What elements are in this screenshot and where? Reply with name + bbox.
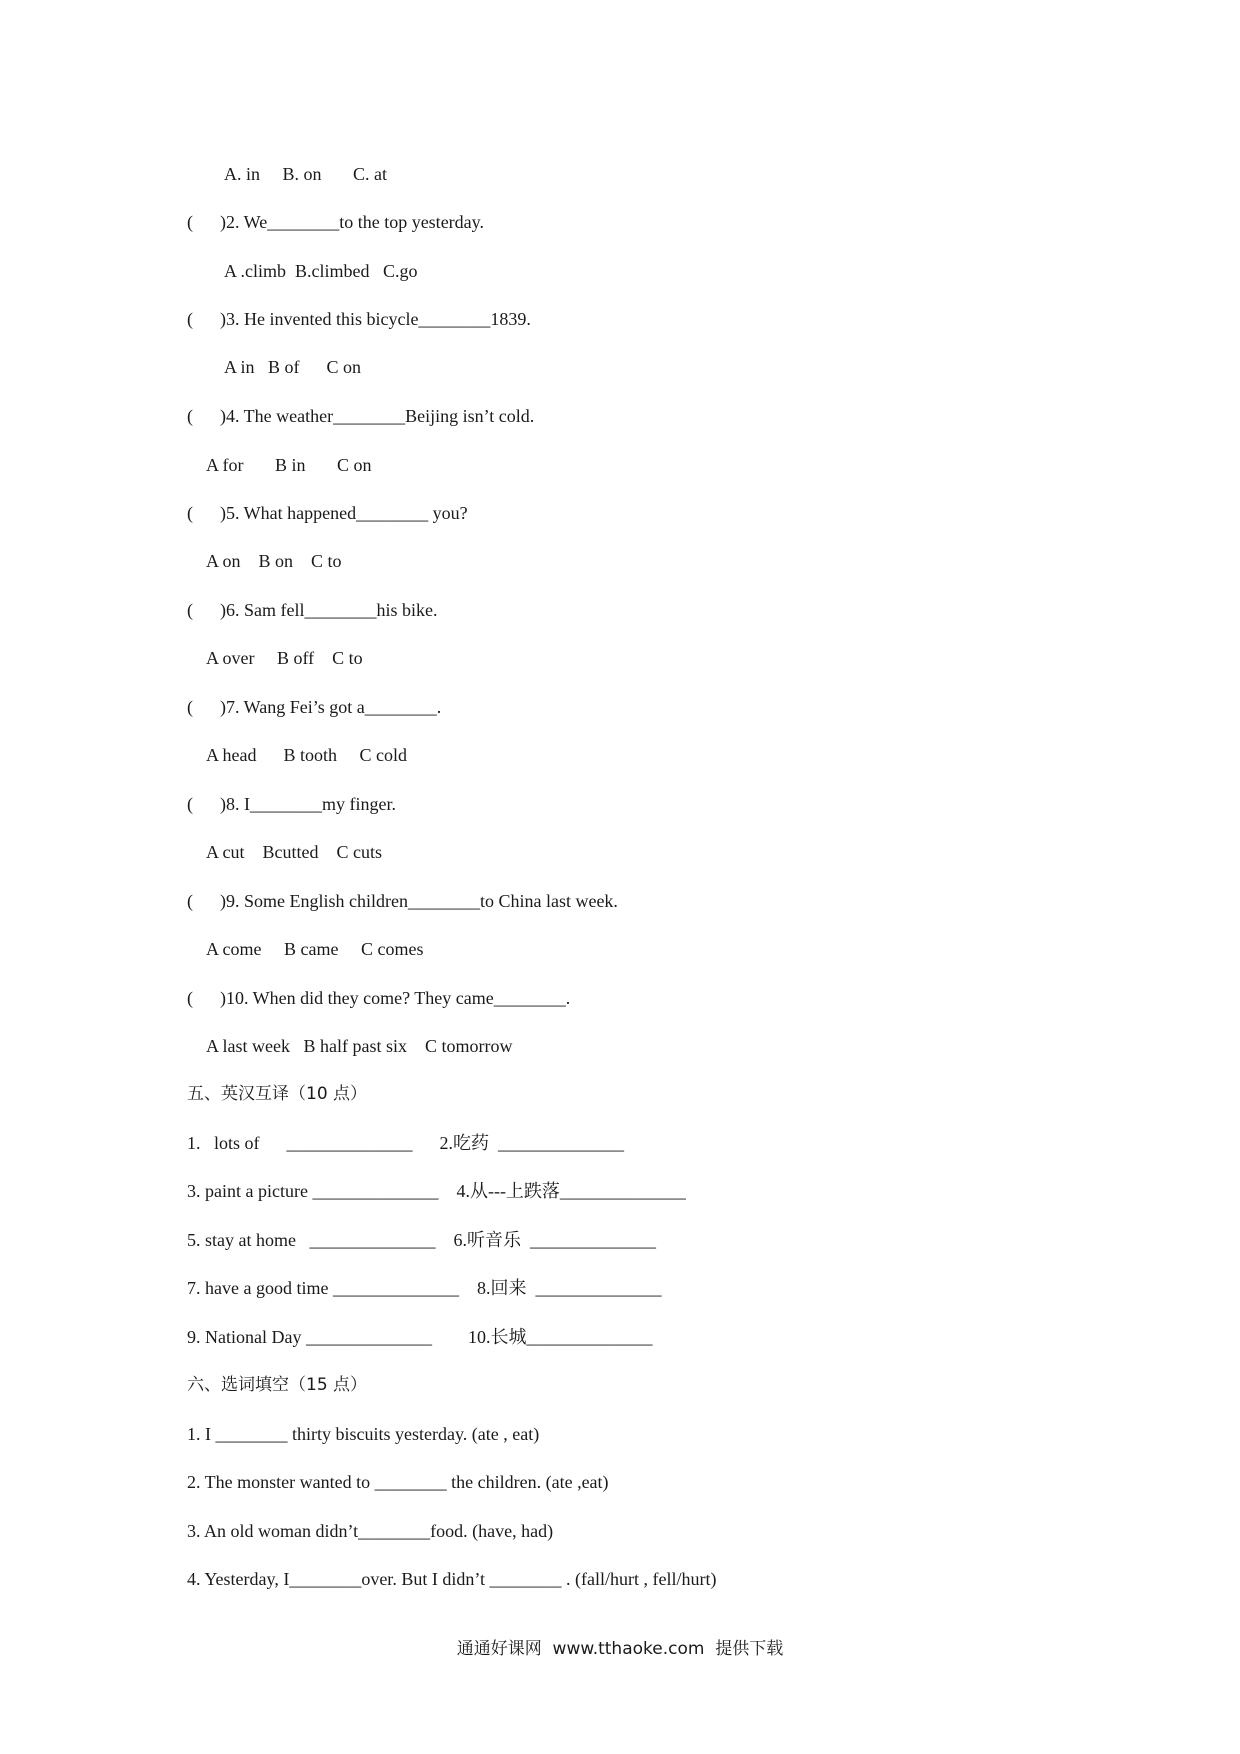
page-footer: 通通好课网 www.tthaoke.com 提供下载 — [456, 1639, 784, 1659]
section6-heading: 六、选词填空（15 点） — [187, 1375, 368, 1395]
q10-options: A last week B half past six C tomorrow — [206, 1036, 513, 1056]
q8-stem: ( )8. I________my finger. — [187, 794, 396, 814]
q6-options: A over B off C to — [206, 648, 363, 668]
section6-row-2: 2. The monster wanted to ________ the children. (ate ,eat) — [187, 1472, 609, 1492]
section5-row-4: 7. have a good time ______________ 8.回来 ______________ — [187, 1278, 662, 1298]
q9-options: A come B came C comes — [206, 939, 424, 959]
q4-options: A for B in C on — [206, 455, 372, 475]
q9-stem: ( )9. Some English children________to China last week. — [187, 891, 618, 911]
q2-stem: ( )2. We________to the top yesterday. — [187, 212, 484, 232]
q1-options: A. in B. on C. at — [224, 164, 388, 184]
section5-heading: 五、英汉互译（10 点） — [187, 1084, 368, 1104]
section5-row-5: 9. National Day ______________ 10.长城______________ — [187, 1327, 653, 1347]
q7-options: A head B tooth C cold — [206, 745, 407, 765]
section6-row-1: 1. I ________ thirty biscuits yesterday. (ate , eat) — [187, 1424, 540, 1444]
q5-stem: ( )5. What happened________ you? — [187, 503, 468, 523]
q3-stem: ( )3. He invented this bicycle________1839. — [187, 309, 531, 329]
section5-row-3: 5. stay at home ______________ 6.听音乐 ______________ — [187, 1230, 656, 1250]
q3-options: A in B of C on — [224, 357, 362, 377]
q6-stem: ( )6. Sam fell________his bike. — [187, 600, 438, 620]
q10-stem: ( )10. When did they come? They came________. — [187, 988, 571, 1008]
q2-options: A .climb B.climbed C.go — [224, 261, 418, 281]
section6-row-3: 3. An old woman didn’t________food. (have, had) — [187, 1521, 554, 1541]
q7-stem: ( )7. Wang Fei’s got a________. — [187, 697, 442, 717]
section6-row-4: 4. Yesterday, I________over. But I didn’t ________ . (fall/hurt , fell/hurt) — [187, 1569, 717, 1589]
q8-options: A cut Bcutted C cuts — [206, 842, 382, 862]
section5-row-2: 3. paint a picture ______________ 4.从---上跌落______________ — [187, 1181, 686, 1201]
section5-row-1: 1. lots of ______________ 2.吃药 ______________ — [187, 1133, 625, 1153]
q4-stem: ( )4. The weather________Beijing isn’t cold. — [187, 406, 535, 426]
q5-options: A on B on C to — [206, 551, 342, 571]
